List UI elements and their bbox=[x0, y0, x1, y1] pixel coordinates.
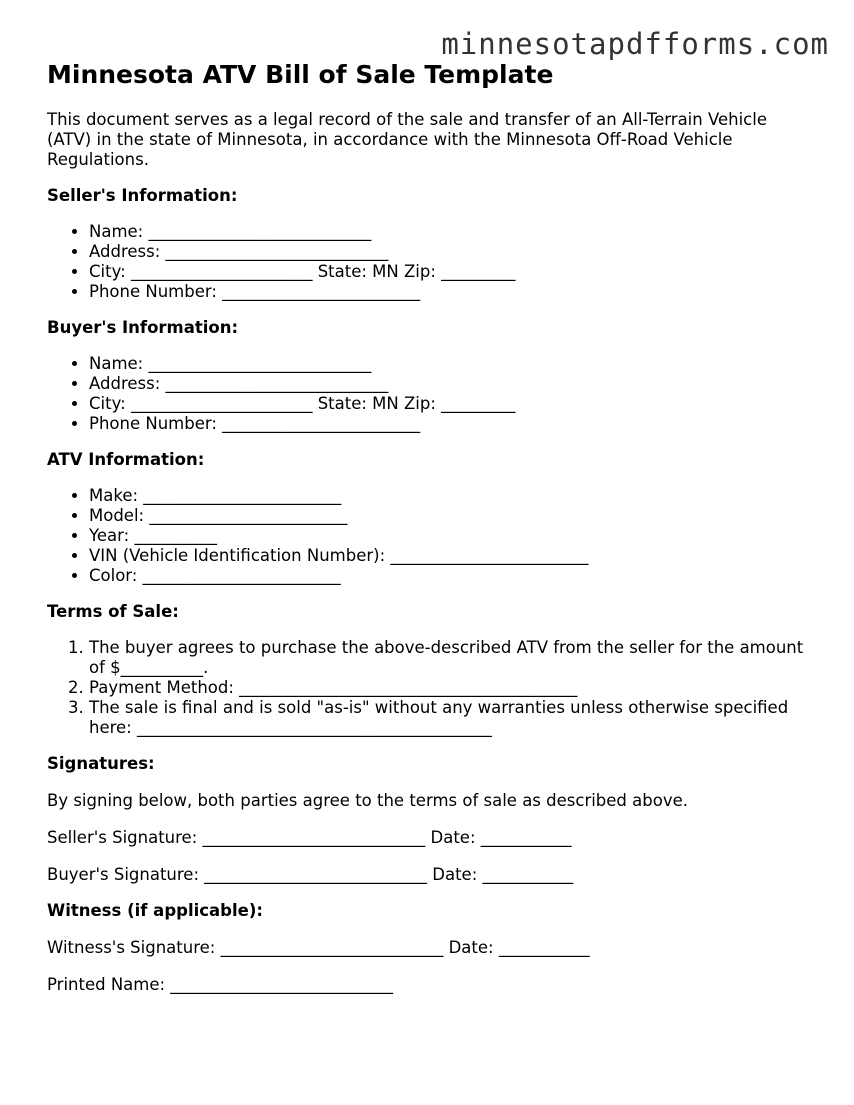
seller-list bbox=[47, 222, 807, 302]
atv-year-field: • Year: __________ bbox=[89, 526, 807, 546]
terms-list bbox=[47, 638, 807, 738]
seller-name-field: • Name: ___________________________ bbox=[89, 222, 807, 242]
page-title: Minnesota ATV Bill of Sale Template bbox=[47, 60, 554, 89]
witness-heading: Witness (if applicable): bbox=[47, 901, 263, 920]
buyer-heading: Buyer's Information: bbox=[47, 318, 239, 337]
terms-heading: Terms of Sale: bbox=[47, 602, 179, 621]
atv-model-field: • Model: ________________________ bbox=[89, 506, 807, 526]
intro-paragraph: This document serves as a legal record of the sale and transfer of an All-Terrain Vehicle (ATV) in the state of Minnesota, in accordance with the Minnesota Off-Road Vehicle Regulations. bbox=[47, 110, 767, 169]
atv-make-field: • Make: ________________________ bbox=[89, 486, 807, 506]
buyer-list bbox=[47, 354, 807, 434]
seller-address-field: • Address: ___________________________ bbox=[89, 242, 807, 262]
atv-color-field: • Color: ________________________ bbox=[89, 566, 807, 586]
witness-signature-line: Witness's Signature: ___________________________ Date: ___________ bbox=[47, 938, 590, 957]
seller-signature-line: Seller's Signature: ___________________________ Date: ___________ bbox=[47, 828, 572, 847]
atv-list bbox=[47, 486, 807, 586]
printed-name-line: Printed Name: ___________________________ bbox=[47, 975, 394, 994]
seller-city-state-zip-field: • City: ______________________ State: MN Zip: _________ bbox=[89, 262, 807, 282]
signatures-statement: By signing below, both parties agree to the terms of sale as described above. bbox=[47, 791, 688, 810]
watermark: minnesotapdfforms.com bbox=[441, 27, 829, 61]
document-page bbox=[47, 56, 807, 995]
buyer-address-field: • Address: ___________________________ bbox=[89, 374, 807, 394]
signatures-heading: Signatures: bbox=[47, 754, 155, 773]
atv-vin-field: • VIN (Vehicle Identification Number): ________________________ bbox=[89, 546, 807, 566]
buyer-signature-line: Buyer's Signature: ___________________________ Date: ___________ bbox=[47, 865, 574, 884]
seller-phone-field: • Phone Number: ________________________ bbox=[89, 282, 807, 302]
buyer-name-field: • Name: ___________________________ bbox=[89, 354, 807, 374]
buyer-phone-field: • Phone Number: ________________________ bbox=[89, 414, 807, 434]
terms-item: 3. The sale is final and is sold "as-is" without any warranties unless otherwise specified here: ___________________________________________ bbox=[89, 698, 807, 738]
atv-heading: ATV Information: bbox=[47, 450, 205, 469]
terms-item: 2. Payment Method: _________________________________________ bbox=[89, 678, 807, 698]
terms-item: 1. The buyer agrees to purchase the above-described ATV from the seller for the amount of $__________. bbox=[89, 638, 807, 678]
seller-heading: Seller's Information: bbox=[47, 186, 238, 205]
buyer-city-state-zip-field: • City: ______________________ State: MN Zip: _________ bbox=[89, 394, 807, 414]
